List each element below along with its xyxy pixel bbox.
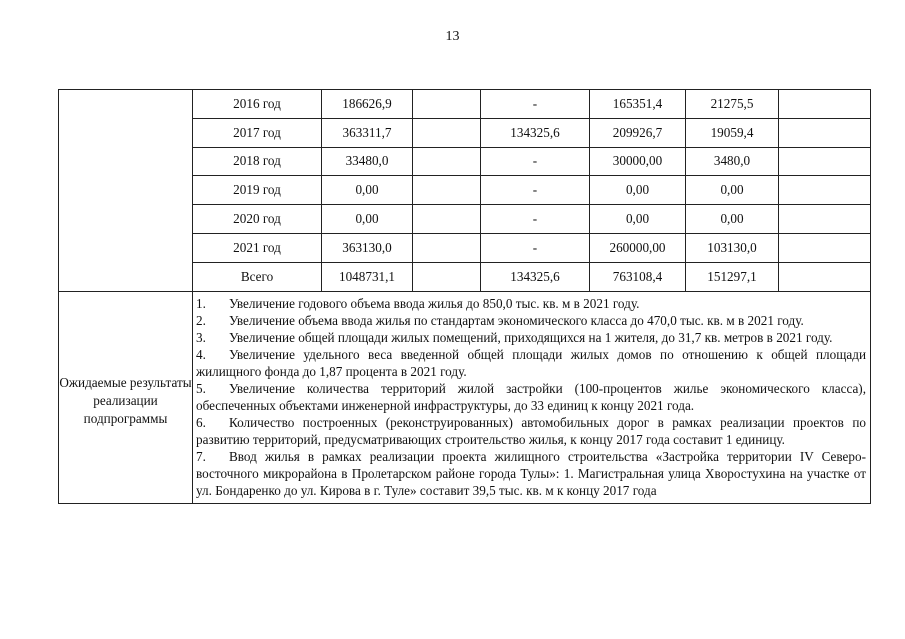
funding-body — [59, 90, 871, 504]
value-cell: 21275,5 — [686, 90, 779, 119]
year-cell: 2016 год — [193, 90, 322, 119]
results-row — [59, 291, 871, 503]
value-cell: 19059,4 — [686, 118, 779, 147]
result-text: Увеличение количества территорий жилой застройки (100-процентов жилье экономического класса), обеспеченных объектами инженерной инфраструктуры, до 33 единиц к концу 2021 года. — [196, 380, 866, 413]
result-item — [196, 329, 866, 346]
value-cell — [779, 176, 871, 205]
result-text: Количество построенных (реконструированных) автомобильных дорог в рамках реализации проектов по развитию территорий, предусматривающих строительство жилья, к концу 2017 года составит 1 единицу. — [196, 414, 866, 447]
result-item — [196, 295, 866, 312]
total-cell: 363130,0 — [322, 233, 413, 262]
value-cell: 3480,0 — [686, 147, 779, 176]
result-number: 5. — [196, 380, 206, 396]
value-cell: 763108,4 — [590, 262, 686, 291]
result-text: Ввод жилья в рамках реализации проекта жилищного строительства «Застройка территории IV Северо-восточного микрорайона в Пролетарском районе города Тулы»: 1. Магистральная улица Хворостухина на участке от ул. Бондаренко до ул. Кирова в г. Туле» составит 39,5 тыс. кв. м к концу 2017 года — [196, 448, 866, 498]
result-item — [196, 414, 866, 448]
year-cell: 2021 год — [193, 233, 322, 262]
result-item — [196, 346, 866, 380]
result-item — [196, 448, 866, 499]
value-cell — [413, 90, 481, 119]
value-cell — [413, 205, 481, 234]
result-text: Увеличение годового объема ввода жилья до 850,0 тыс. кв. м в 2021 году. — [229, 295, 640, 311]
year-cell: 2019 год — [193, 176, 322, 205]
result-number: 3. — [196, 329, 206, 345]
results-label: Ожидаемые результаты реализации подпрограммы — [59, 291, 193, 503]
value-cell: - — [481, 176, 590, 205]
value-cell — [779, 147, 871, 176]
value-cell: - — [481, 205, 590, 234]
value-cell — [779, 205, 871, 234]
results-list — [193, 291, 871, 503]
value-cell: 209926,7 — [590, 118, 686, 147]
value-cell: 30000,00 — [590, 147, 686, 176]
value-cell — [413, 262, 481, 291]
value-cell — [413, 118, 481, 147]
year-cell: Всего — [193, 262, 322, 291]
result-number: 7. — [196, 448, 206, 464]
result-number: 1. — [196, 295, 206, 311]
result-text: Увеличение удельного веса введенной общей площади жилых домов по отношению к общей площади жилищного фонда до 1,87 процента в 2021 году. — [196, 346, 866, 379]
value-cell: 260000,00 — [590, 233, 686, 262]
result-number: 6. — [196, 414, 206, 430]
value-cell: 134325,6 — [481, 262, 590, 291]
value-cell — [413, 147, 481, 176]
total-cell: 363311,7 — [322, 118, 413, 147]
total-cell: 0,00 — [322, 205, 413, 234]
value-cell — [779, 262, 871, 291]
value-cell — [779, 233, 871, 262]
value-cell: 0,00 — [686, 205, 779, 234]
value-cell: - — [481, 233, 590, 262]
value-cell: 134325,6 — [481, 118, 590, 147]
value-cell: 0,00 — [590, 176, 686, 205]
value-cell: 0,00 — [686, 176, 779, 205]
result-item — [196, 380, 866, 414]
result-number: 4. — [196, 346, 206, 362]
result-text: Увеличение общей площади жилых помещений, приходящихся на 1 жителя, до 31,7 кв. метров в 2021 году. — [229, 329, 833, 345]
value-cell: 0,00 — [590, 205, 686, 234]
year-cell: 2018 год — [193, 147, 322, 176]
result-item — [196, 312, 866, 329]
result-number: 2. — [196, 312, 206, 328]
value-cell: 103130,0 — [686, 233, 779, 262]
value-cell: - — [481, 90, 590, 119]
result-text: Увеличение объема ввода жилья по стандартам экономического класса до 470,0 тыс. кв. м в 2021 году. — [229, 312, 804, 328]
total-cell: 33480,0 — [322, 147, 413, 176]
total-cell: 1048731,1 — [322, 262, 413, 291]
funding-table — [58, 89, 871, 504]
value-cell: 151297,1 — [686, 262, 779, 291]
value-cell — [779, 118, 871, 147]
value-cell — [779, 90, 871, 119]
year-cell: 2017 год — [193, 118, 322, 147]
table-row — [59, 90, 871, 119]
page-number: 13 — [445, 29, 460, 44]
value-cell — [413, 176, 481, 205]
value-cell: 165351,4 — [590, 90, 686, 119]
value-cell: - — [481, 147, 590, 176]
year-cell: 2020 год — [193, 205, 322, 234]
total-cell: 0,00 — [322, 176, 413, 205]
empty-label-cell — [59, 90, 193, 292]
total-cell: 186626,9 — [322, 90, 413, 119]
value-cell — [413, 233, 481, 262]
